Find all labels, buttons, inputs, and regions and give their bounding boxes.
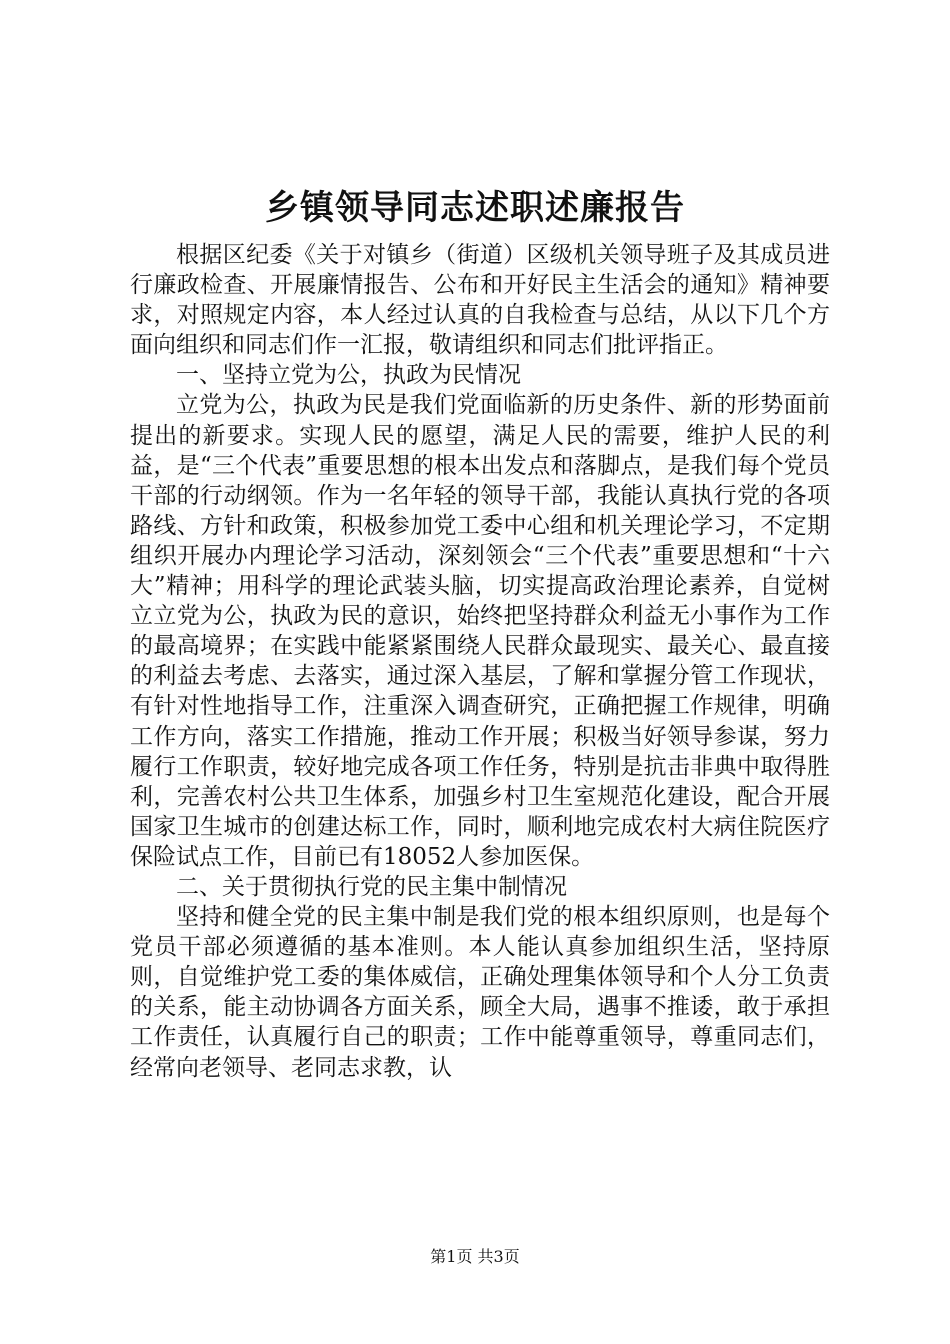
- page-footer: 第1页 共3页: [430, 1247, 520, 1266]
- section-heading-2: 二、关于贯彻执行党的民主集中制情况: [176, 873, 567, 900]
- document-title: 乡镇领导同志述职述廉报告: [265, 188, 685, 228]
- paragraph-intro: 根据区纪委《关于对镇乡（街道）区级机关领导班子及其成员进行廉政检查、开展廉情报告、公布和开好民主生活会的通知》精神要求，对照规定内容，本人经过认真的自我检查与总结，从以下几个方面向组织和同志们作一汇报，敬请组织和同志们批评指正。: [130, 242, 830, 359]
- paragraph-section-2: 坚持和健全党的民主集中制是我们党的根本组织原则，也是每个党员干部必须遵循的基本准则。本人能认真参加组织生活，坚持原则，自觉维护党工委的集体威信，正确处理集体领导和个人分工负责的关系，能主动协调各方面关系，顾全大局，遇事不推诿，敢于承担工作责任，认真履行自己的职责；工作中能尊重领导，尊重同志们，经常向老领导、老同志求教，认: [130, 904, 830, 1081]
- paragraph-section-1: 立党为公，执政为民是我们党面临新的历史条件、新的形势面前提出的新要求。实现人民的愿望，满足人民的需要，维护人民的利益，是“三个代表”重要思想的根本出发点和落脚点，是我们每个党员干部的行动纲领。作为一名年轻的领导干部，我能认真执行党的各项路线、方针和政策，积极参加党工委中心组和机关理论学习，不定期组织开展办内理论学习活动，深刻领会“三个代表”重要思想和“十六大”精神；用科学的理论武装头脑，切实提高政治理论素养，自觉树立立党为公，执政为民的意识，始终把坚持群众利益无小事作为工作的最高境界；在实践中能紧紧围绕人民群众最现实、最关心、最直接的利益去考虑、去落实，通过深入基层，了解和掌握分管工作现状，有针对性地指导工作，注重深入调查研究，正确把握工作规律，明确工作方向，落实工作措施，推动工作开展；积极当好领导参谋，努力履行工作职责，较好地完成各项工作任务，特别是抗击非典中取得胜利，完善农村公共卫生体系，加强乡村卫生室规范化建设，配合开展国家卫生城市的创建达标工作，同时，顺利地完成农村大病住院医疗保险试点工作，目前已有18052人参加医保。: [130, 392, 830, 870]
- document-body: [130, 240, 830, 1083]
- section-heading-1: 一、坚持立党为公，执政为民情况: [176, 362, 521, 389]
